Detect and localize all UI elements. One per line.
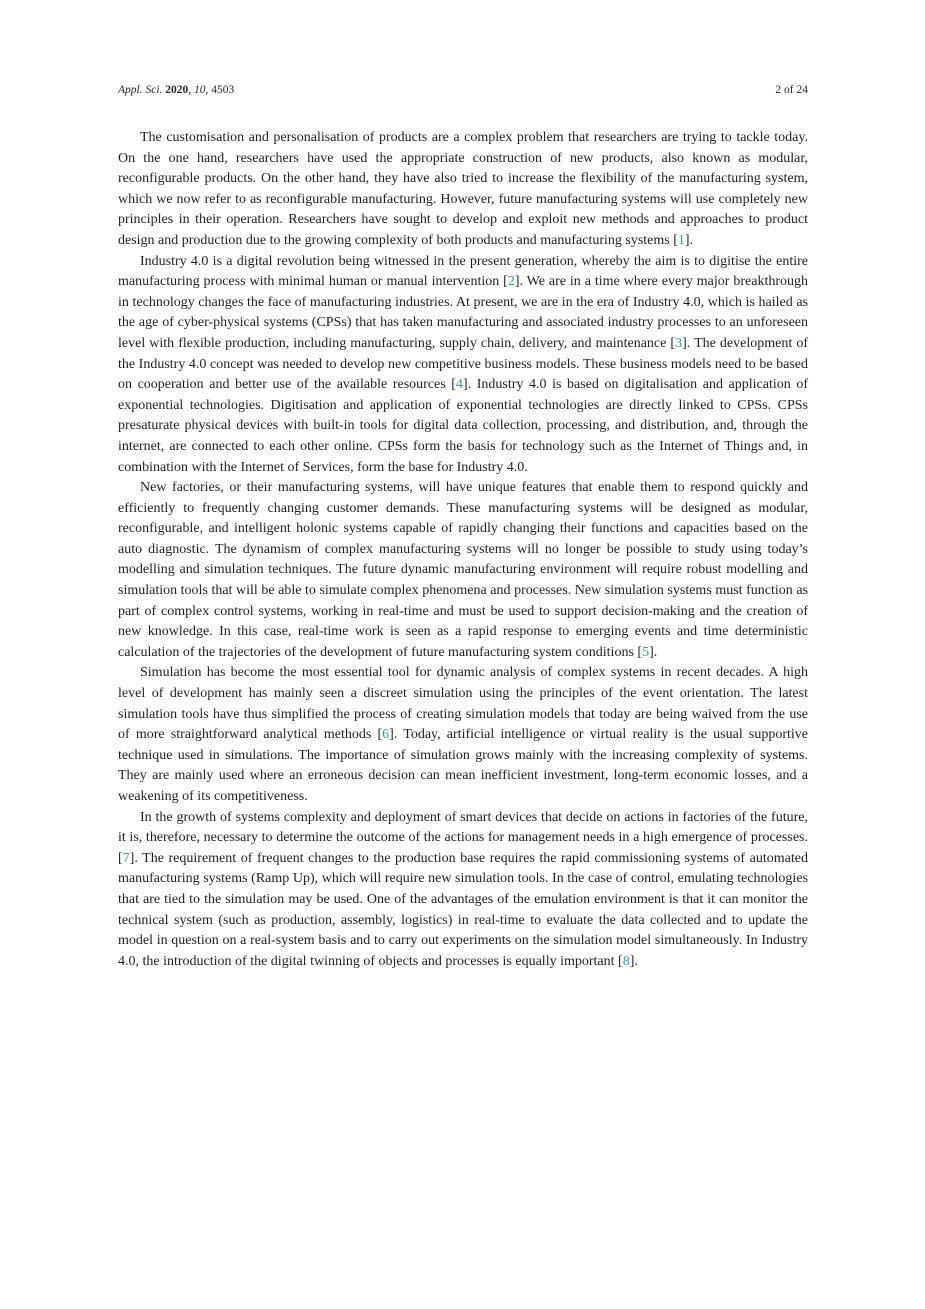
text-segment: . We are in a time where every major breakthrough in technology changes the face of manufacturing industries. At present, we are in the era of Industry 4.0, which is hailed as the age of cyber-physical systems (CPSs) that has taken manufacturing and associated industry processes to an unforeseen level with flexible production, including manufacturing, supply chain, delivery, and maintenance [118, 274, 808, 351]
text-segment: In the growth of systems complexity and deployment of smart devices that decide on actions in factories of the future, it is, therefore, necessary to determine the outcome of the actions for management needs in a high emergence of processes. [118, 809, 808, 846]
text-segment: New factories, or their manufacturing systems, will have unique features that enable them to respond quickly and efficiently to frequently changing customer demands. These manufacturing systems will be designed as modular, reconfigurable, and intelligent holonic systems capable of rapidly changing their functions and capacities based on the auto diagnostic. The dynamism of complex manufacturing systems will no longer be possible to study using today’s modelling and simulation techniques. The future dynamic manufacturing environment will require robust modelling and simulation tools that will be able to simulate complex phenomena and processes. New simulation systems must function as part of complex control systems, working in real-time and must be used to support decision-making and the creation of new knowledge. In this case, real-time work is seen as a rapid response to emerging events and time deterministic calculation of the trajectories of the development of future manufacturing system conditions [118, 480, 808, 660]
text-segment: . Today, artificial intelligence or virtual reality is the usual supportive technique used in simulations. The importance of simulation grows mainly with the increasing complexity of systems. They are mainly used where an erroneous decision can mean inefficient investment, long-term economic losses, and a weakening of its competitiveness. [118, 727, 809, 804]
text-segment: . [653, 644, 658, 660]
page-number: 2 of 24 [775, 84, 808, 96]
text-segment: Simulation has become the most essential tool for dynamic analysis of complex systems in recent decades. A high level of development has mainly seen a discreet simulation using the principles of the event orientation. The latest simulation tools have thus simplified the process of creating simulation models that today are being waived from the use of more straightforward analytical methods [118, 665, 808, 743]
citation-link-3[interactable]: [3] [670, 335, 687, 351]
journal-reference [118, 84, 234, 96]
citation-link-6[interactable]: [6] [377, 727, 394, 743]
citation-link-5[interactable]: [5] [637, 644, 654, 660]
text-segment: . [634, 953, 638, 969]
article-body [118, 128, 808, 972]
text-segment: . Industry 4.0 is based on digitalisation and application of exponential technologies. Digitisation and application of exponential technologies are directly linked to CPSs. CPSs presaturate physical devices with built-in tools for digital data collection, processing, and distribution, and, through the internet, are connected to each other online. CPSs form the basis for technology such as the Internet of Things and, in combination with the Internet of Services, form the base for Industry 4.0. [118, 377, 809, 475]
citation-number: 2 [507, 274, 515, 290]
citation-number: 8 [622, 953, 630, 969]
paragraph [118, 808, 808, 973]
citation-link-7[interactable]: [7] [118, 850, 135, 866]
paragraph [118, 128, 808, 252]
citation-number: 4 [455, 377, 463, 393]
citation-number: 6 [382, 727, 390, 743]
text-segment: . [689, 232, 694, 248]
citation-link-1[interactable]: [1] [673, 232, 690, 248]
text-segment: 2020 [165, 84, 189, 96]
citation-number: 1 [677, 232, 685, 248]
text-segment: Appl. Sci. [118, 84, 166, 96]
citation-link-4[interactable]: [4] [451, 377, 468, 393]
text-segment: 10 [194, 84, 206, 96]
citation-number: 7 [122, 850, 130, 866]
paragraph [118, 478, 808, 663]
running-header [118, 84, 808, 96]
paragraph [118, 252, 808, 479]
citation-link-8[interactable]: [8] [618, 953, 635, 969]
text-segment: The customisation and personalisation of products are a complex problem that researchers are trying to tackle today. On the one hand, researchers have used the appropriate construction of new products, also known as modular, reconfigurable products. On the other hand, they have also tried to increase the flexibility of the manufacturing system, which we now refer to as reconfigurable manufacturing. However, future manufacturing systems will use completely new principles in their operation. Researchers have sought to develop and exploit new methods and approaches to product design and production due to the growing complexity of both products and manufacturing systems [118, 130, 808, 248]
text-segment: Industry 4.0 is a digital revolution being witnessed in the present generation, whereby the aim is to digitise the entire manufacturing process with minimal human or manual intervention [118, 253, 808, 290]
citation-number: 5 [642, 644, 650, 660]
citation-link-2[interactable]: [2] [503, 274, 520, 290]
citation-number: 3 [675, 335, 683, 351]
text-segment: . The requirement of frequent changes to the production base requires the rapid commissioning systems of automated manufacturing systems (Ramp Up), which will require new simulation tools. In the case of control, emulating technologies that are tied to the simulation may be used. One of the advantages of the emulation environment is that it can monitor the technical system (such as production, assembly, logistics) in real-time to evaluate the data collected and to update the model in question on a real-system basis and to carry out experiments on the simulation model simultaneously. In Industry 4.0, the introduction of the digital twinning of objects and processes is equally important [118, 850, 808, 969]
text-segment: . The development of the Industry 4.0 concept was needed to develop new competitive business models. These business models need to be based on cooperation and better use of the available resources [118, 335, 808, 393]
paragraph [118, 663, 808, 807]
text-segment: , [188, 84, 195, 96]
text-segment: , 4503 [205, 84, 235, 96]
